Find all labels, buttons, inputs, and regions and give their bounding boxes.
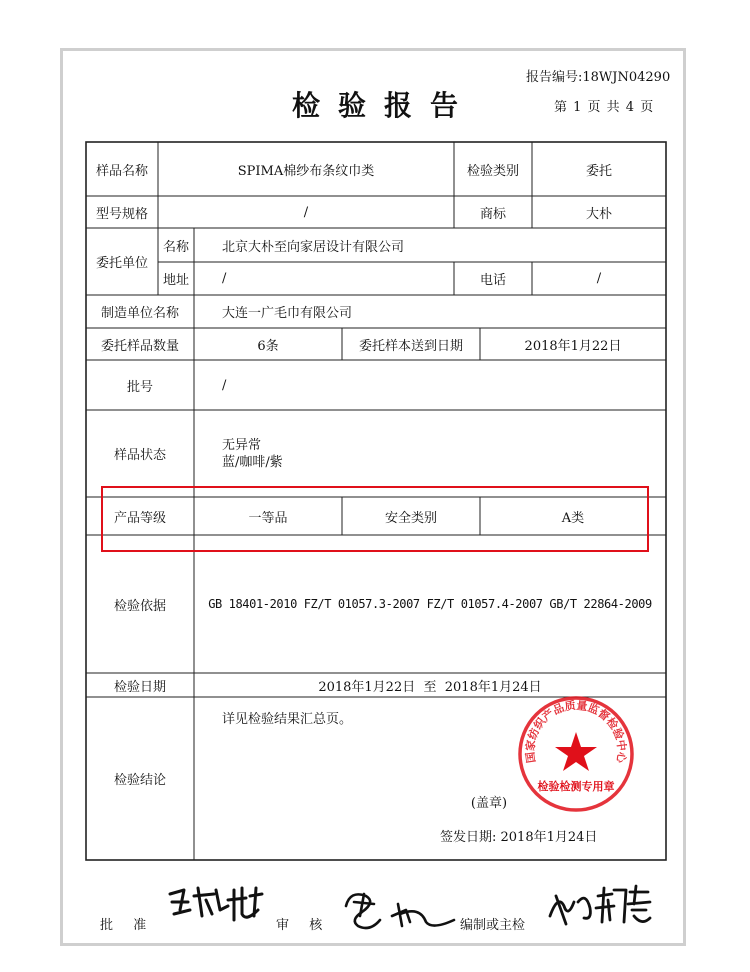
manufacturer-value: 大连一广毛巾有限公司 — [222, 306, 353, 321]
stamp-bottom-text: 检验检测专用章 — [537, 780, 615, 793]
inspection-type-label: 检验类别 — [466, 163, 519, 179]
quantity-value: 6条 — [257, 338, 279, 354]
phone-label: 电话 — [479, 273, 506, 288]
issue-date: 签发日期: 2018年1月24日 — [440, 829, 598, 845]
seal-label: (盖章) — [470, 795, 508, 811]
safety-label: 安全类别 — [384, 510, 437, 526]
approver-signature — [162, 880, 274, 930]
report-number: 报告编号:18WJN04290 — [526, 70, 671, 85]
trademark-label: 商标 — [479, 206, 506, 222]
delivery-date-label: 委托样本送到日期 — [358, 338, 463, 354]
approve-label: 批 准 — [100, 918, 151, 933]
model-label: 型号规格 — [95, 206, 148, 222]
page-info: 第 1 页 共 4 页 — [554, 100, 655, 115]
reviewer-signature — [340, 886, 458, 936]
review-label: 审 核 — [276, 918, 327, 933]
state-label: 样品状态 — [113, 448, 166, 463]
model-value: / — [303, 204, 309, 220]
date-label: 检验日期 — [113, 679, 166, 695]
manufacturer-label: 制造单位名称 — [100, 306, 179, 321]
trademark-value: 大朴 — [585, 206, 612, 222]
state-line-1: 无异常 — [222, 437, 262, 453]
inspection-type-value: 委托 — [585, 163, 612, 179]
state-value — [222, 410, 522, 497]
sample-name-value: SPIMA棉纱布条纹巾类 — [237, 163, 375, 179]
stamp-text: 国家纺织产品质量监督检验中心 — [523, 698, 629, 764]
basis-value: GB 18401-2010 FZ/T 01057.3-2007 FZ/T 01057.4-2007 GB/T 22864-2009 — [208, 597, 652, 611]
delivery-date-value: 2018年1月22日 — [524, 338, 622, 354]
official-stamp — [516, 694, 636, 814]
date-range-value: 2018年1月22日 至 2018年1月24日 — [318, 679, 542, 695]
quantity-label: 委托样品数量 — [100, 338, 179, 354]
sample-name-label: 样品名称 — [95, 163, 148, 179]
batch-value: / — [222, 377, 227, 393]
client-name-label: 名称 — [162, 239, 189, 255]
batch-label: 批号 — [126, 379, 153, 395]
safety-value: A类 — [561, 510, 585, 526]
client-address-label: 地址 — [162, 273, 189, 288]
basis-label: 检验依据 — [113, 598, 166, 614]
highlight-box — [101, 486, 649, 552]
compile-label: 编制或主检 — [460, 918, 526, 933]
state-line-2: 蓝/咖啡/紫 — [222, 454, 283, 470]
client-label: 委托单位 — [95, 256, 148, 271]
phone-value: / — [596, 271, 602, 286]
client-name-value: 北京大朴至向家居设计有限公司 — [222, 239, 405, 255]
conclusion-value: 详见检验结果汇总页。 — [222, 711, 353, 727]
grade-label: 产品等级 — [113, 510, 166, 526]
client-address-value: / — [222, 271, 227, 286]
stamp-star-icon — [555, 732, 597, 771]
report-title: 检验报告 — [292, 89, 477, 122]
compiler-signature — [544, 882, 654, 932]
grade-value: 一等品 — [248, 510, 288, 526]
conclusion-label: 检验结论 — [113, 773, 166, 788]
